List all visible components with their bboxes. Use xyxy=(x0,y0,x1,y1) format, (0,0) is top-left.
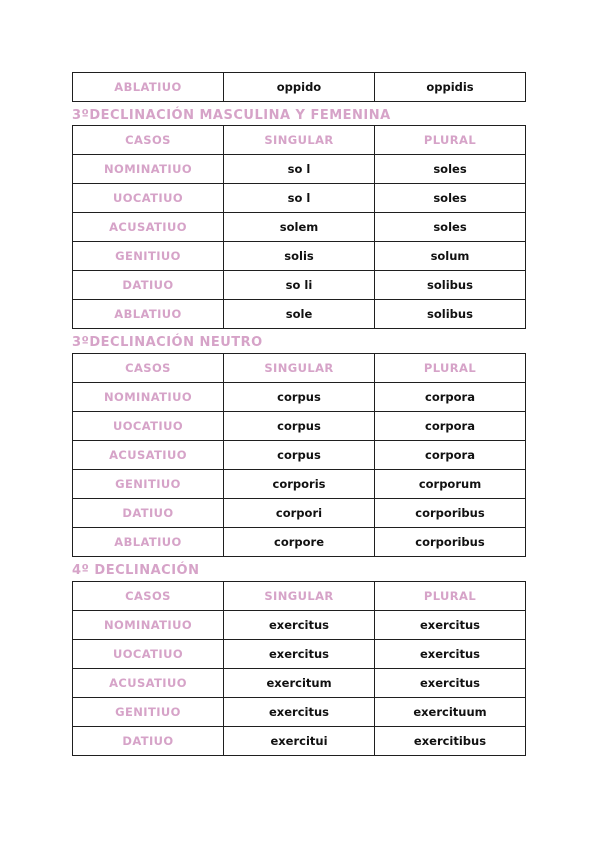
case-label: UOCATIUO xyxy=(73,184,224,213)
table-row xyxy=(73,640,526,669)
plural-form: corpora xyxy=(375,441,526,470)
table-header-row xyxy=(73,354,526,383)
header-singular: SINGULAR xyxy=(224,354,375,383)
plural-form: solibus xyxy=(375,300,526,329)
table-row xyxy=(73,73,526,102)
table-header-row xyxy=(73,582,526,611)
plural-form: corporibus xyxy=(375,499,526,528)
singular-form: corpore xyxy=(224,528,375,557)
table-row xyxy=(73,184,526,213)
table-row xyxy=(73,470,526,499)
third-declension-mf-block xyxy=(72,125,526,329)
table-header-row xyxy=(73,126,526,155)
singular-form: exercitum xyxy=(224,669,375,698)
case-label: NOMINATIUO xyxy=(73,383,224,412)
top-declension-table xyxy=(72,72,526,102)
plural-form: solum xyxy=(375,242,526,271)
singular-form: exercitus xyxy=(224,640,375,669)
singular-form: exercitui xyxy=(224,727,375,756)
plural-form: corpora xyxy=(375,383,526,412)
singular-form: exercitus xyxy=(224,698,375,727)
table-row xyxy=(73,271,526,300)
header-singular: SINGULAR xyxy=(224,126,375,155)
header-singular: SINGULAR xyxy=(224,582,375,611)
singular-form: sole xyxy=(224,300,375,329)
singular-form: oppido xyxy=(224,73,375,102)
section-title-fourth-declension: 4º DECLINACIÓN xyxy=(72,563,200,578)
table-row xyxy=(73,669,526,698)
table-row xyxy=(73,528,526,557)
case-label: UOCATIUO xyxy=(73,640,224,669)
top-table-block xyxy=(72,72,526,102)
case-label: ACUSATIUO xyxy=(73,669,224,698)
header-casos: CASOS xyxy=(73,126,224,155)
header-casos: CASOS xyxy=(73,354,224,383)
singular-form: corporis xyxy=(224,470,375,499)
singular-form: corpus xyxy=(224,383,375,412)
plural-form: soles xyxy=(375,213,526,242)
singular-form: corpori xyxy=(224,499,375,528)
singular-form: corpus xyxy=(224,441,375,470)
case-label: DATIUO xyxy=(73,727,224,756)
plural-form: solibus xyxy=(375,271,526,300)
table-row xyxy=(73,383,526,412)
case-label: DATIUO xyxy=(73,499,224,528)
table-row xyxy=(73,242,526,271)
plural-form: soles xyxy=(375,184,526,213)
singular-form: so li xyxy=(224,271,375,300)
section-title-third-declension-mf: 3ºDECLINACIÓN MASCULINA Y FEMENINA xyxy=(72,108,391,123)
plural-form: exercitus xyxy=(375,640,526,669)
plural-form: exercitibus xyxy=(375,727,526,756)
singular-form: solem xyxy=(224,213,375,242)
case-label: ACUSATIUO xyxy=(73,213,224,242)
header-plural: PLURAL xyxy=(375,354,526,383)
plural-form: exercitus xyxy=(375,669,526,698)
plural-form: corporum xyxy=(375,470,526,499)
plural-form: oppidis xyxy=(375,73,526,102)
table-row xyxy=(73,611,526,640)
case-label: ABLATIUO xyxy=(73,528,224,557)
third-declension-mf-table xyxy=(72,125,526,329)
case-label: ABLATIUO xyxy=(73,300,224,329)
plural-form: corpora xyxy=(375,412,526,441)
plural-form: exercituum xyxy=(375,698,526,727)
plural-form: soles xyxy=(375,155,526,184)
fourth-declension-block xyxy=(72,581,526,756)
third-declension-neuter-block xyxy=(72,353,526,557)
singular-form: so l xyxy=(224,155,375,184)
case-label: NOMINATIUO xyxy=(73,611,224,640)
third-declension-neuter-table xyxy=(72,353,526,557)
case-label: DATIUO xyxy=(73,271,224,300)
case-label: NOMINATIUO xyxy=(73,155,224,184)
case-label: ACUSATIUO xyxy=(73,441,224,470)
table-row xyxy=(73,412,526,441)
plural-form: exercitus xyxy=(375,611,526,640)
plural-form: corporibus xyxy=(375,528,526,557)
header-casos: CASOS xyxy=(73,582,224,611)
singular-form: solis xyxy=(224,242,375,271)
case-label: UOCATIUO xyxy=(73,412,224,441)
table-row xyxy=(73,727,526,756)
case-label: GENITIUO xyxy=(73,698,224,727)
singular-form: corpus xyxy=(224,412,375,441)
table-row xyxy=(73,155,526,184)
case-label: GENITIUO xyxy=(73,242,224,271)
case-label: GENITIUO xyxy=(73,470,224,499)
case-label: ABLATIUO xyxy=(73,73,224,102)
header-plural: PLURAL xyxy=(375,582,526,611)
table-row xyxy=(73,300,526,329)
section-title-third-declension-neuter: 3ºDECLINACIÓN NEUTRO xyxy=(72,335,263,350)
header-plural: PLURAL xyxy=(375,126,526,155)
table-row xyxy=(73,441,526,470)
singular-form: so l xyxy=(224,184,375,213)
table-row xyxy=(73,698,526,727)
table-row xyxy=(73,213,526,242)
singular-form: exercitus xyxy=(224,611,375,640)
table-row xyxy=(73,499,526,528)
fourth-declension-table xyxy=(72,581,526,756)
